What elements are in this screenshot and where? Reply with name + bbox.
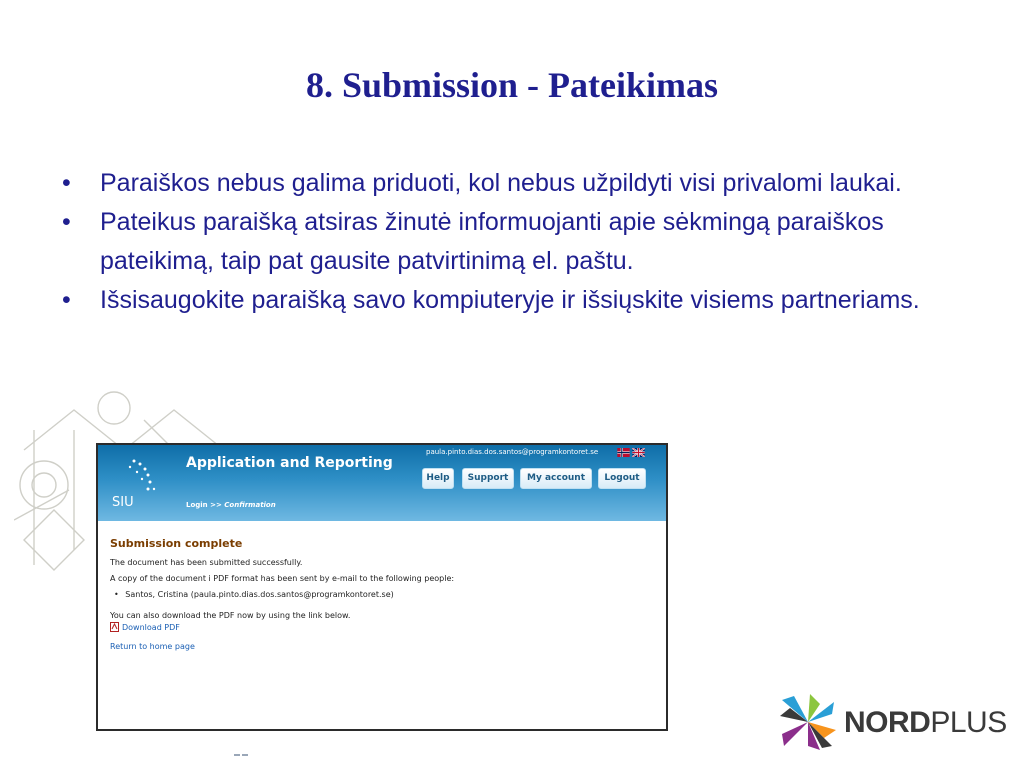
download-pdf-link[interactable]: Download PDF <box>122 622 180 632</box>
breadcrumb-separator: >> <box>210 501 222 509</box>
recipient-item <box>114 590 650 599</box>
breadcrumb-login[interactable]: Login <box>186 501 208 509</box>
bullet-text: Išsisaugokite paraišką savo kompiuteryje ir išsiųskite visiems partneriams. <box>100 286 920 314</box>
nordplus-wordmark <box>844 706 1007 740</box>
download-pdf-row[interactable] <box>110 622 650 632</box>
bullet-item <box>62 203 942 281</box>
bullet-item <box>62 164 942 203</box>
breadcrumb-current: Confirmation <box>224 501 276 509</box>
recipient-text: Santos, Cristina (paula.pinto.dias.dos.santos@programkontoret.se) <box>125 590 394 599</box>
recipient-bullet: • <box>114 590 119 599</box>
help-button[interactable]: Help <box>422 468 454 489</box>
app-header <box>98 445 666 521</box>
breadcrumb <box>186 501 276 509</box>
siu-logo-text: SIU <box>112 495 134 510</box>
bullet-list <box>62 164 942 320</box>
copy-sent-message: A copy of the document i PDF format has been sent by e-mail to the following people: <box>110 574 455 583</box>
application-screenshot <box>96 443 668 731</box>
pdf-icon <box>110 622 119 632</box>
bullet-dot: • <box>62 169 71 197</box>
bullet-text: Paraiškos nebus galima priduoti, kol nebus užpildyti visi privalomi laukai. <box>100 169 902 197</box>
logout-button[interactable]: Logout <box>598 468 646 489</box>
download-hint: You can also download the PDF now by using the link below. <box>110 611 351 620</box>
my-account-button[interactable]: My account <box>520 468 592 489</box>
app-title: Application and Reporting <box>186 455 393 471</box>
siu-logo <box>112 455 192 515</box>
bullet-item <box>62 281 942 320</box>
nordplus-logo <box>780 694 1010 754</box>
bullet-dot: • <box>62 286 71 314</box>
nordplus-regular: PLUS <box>930 706 1007 739</box>
status-message: The document has been submitted successfully. <box>110 558 303 567</box>
support-button[interactable]: Support <box>462 468 514 489</box>
uk-flag-icon[interactable] <box>632 448 645 457</box>
nordplus-star-icon <box>780 694 836 750</box>
slide-title: 8. Submission - Pateikimas <box>305 65 719 105</box>
submission-heading: Submission complete <box>110 537 243 550</box>
norway-flag-icon[interactable] <box>617 448 630 457</box>
small-decorative-mark <box>234 753 248 757</box>
nordplus-bold: NORD <box>844 706 931 739</box>
user-email: paula.pinto.dias.dos.santos@programkontoret.se <box>426 448 599 456</box>
confirmation-content <box>110 537 650 651</box>
return-home-link[interactable]: Return to home page <box>110 642 195 651</box>
bullet-text: Pateikus paraišką atsiras žinutė informuojanti apie sėkmingą paraiškos pateikimą, taip pat gausite patvirtinimą el. paštu. <box>100 208 884 275</box>
bullet-dot: • <box>62 208 71 236</box>
